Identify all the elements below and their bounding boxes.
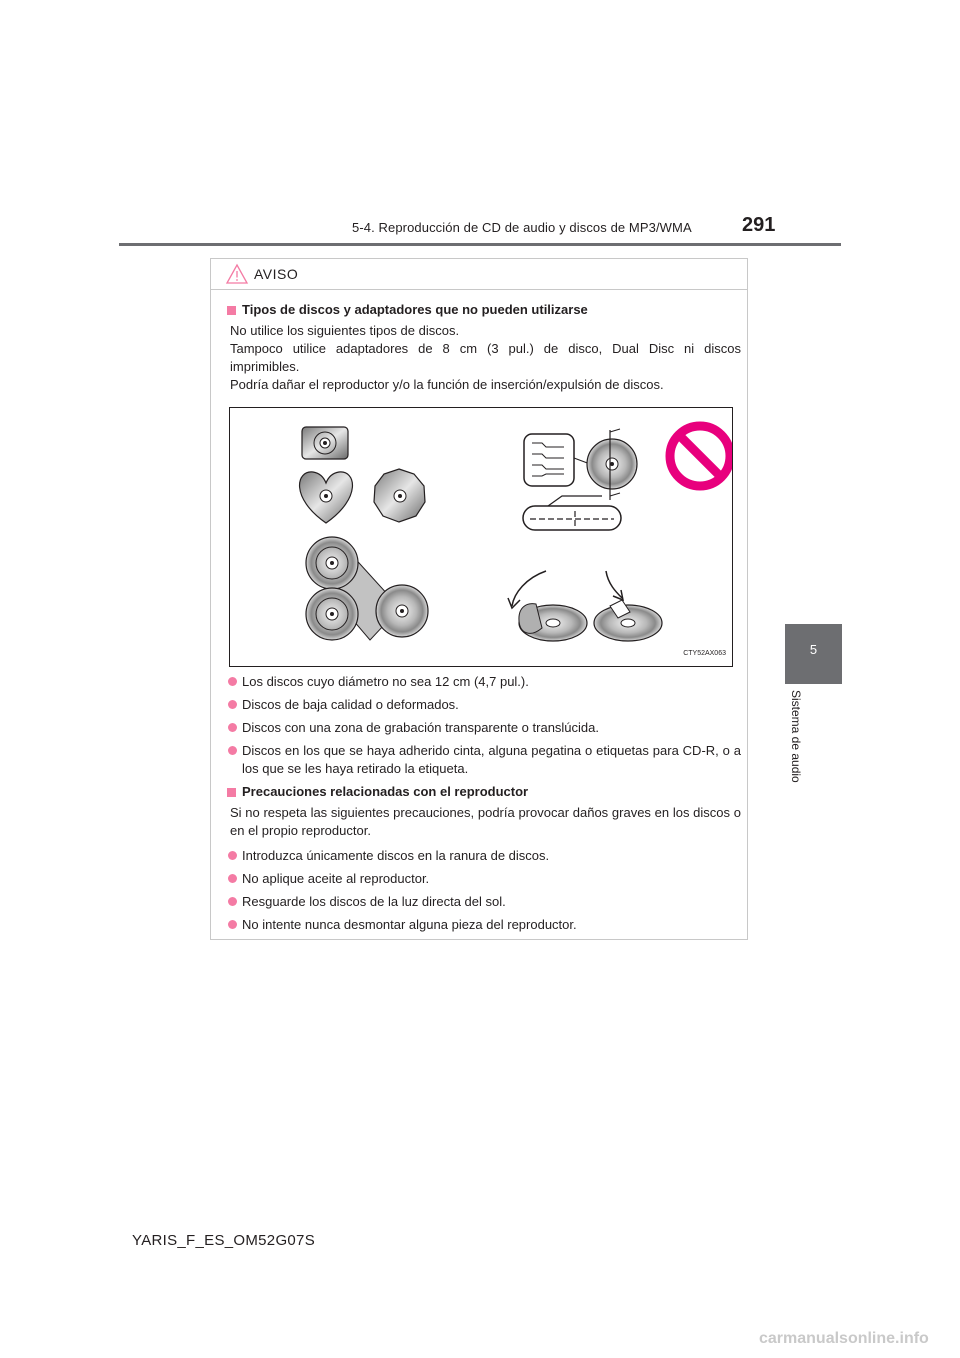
unusable-discs-figure bbox=[229, 407, 733, 667]
bullet-item bbox=[227, 673, 741, 691]
round-bullet-icon bbox=[228, 851, 237, 860]
dual-disc-icon bbox=[523, 429, 637, 530]
paragraph-line: No utilice los siguientes tipos de discos. bbox=[230, 323, 460, 338]
square-bullet-icon bbox=[227, 788, 236, 797]
round-bullet-icon bbox=[228, 677, 237, 686]
section-title-disc-types bbox=[227, 301, 741, 319]
chapter-number: 5 bbox=[809, 642, 818, 657]
taped-disc-icon bbox=[594, 571, 662, 641]
header-rule bbox=[119, 243, 841, 246]
round-bullet-icon bbox=[228, 874, 237, 883]
chapter-tab bbox=[785, 624, 842, 684]
warning-triangle-icon bbox=[225, 263, 249, 285]
round-bullet-icon bbox=[228, 920, 237, 929]
bullet-item bbox=[227, 696, 741, 714]
disc-types-paragraph bbox=[230, 322, 741, 394]
bullet-text: Discos en los que se haya adherido cinta, alguna pegatina o etiquetas para CD-R, o a los que se les haya retirado la etiqueta. bbox=[242, 743, 741, 776]
prohibited-icon bbox=[670, 426, 730, 486]
section-title-text: Tipos de discos y adaptadores que no pueden utilizarse bbox=[242, 302, 588, 317]
paragraph-line: Tampoco utilice adaptadores de 8 cm (3 pul.) de disco, Dual Disc ni discos bbox=[230, 341, 741, 356]
bullet-text: Resguarde los discos de la luz directa del sol. bbox=[242, 894, 506, 909]
bullet-item bbox=[227, 719, 741, 737]
square-disc-icon bbox=[302, 427, 348, 459]
section-title-player bbox=[227, 783, 741, 801]
warning-box bbox=[210, 258, 748, 940]
warning-content bbox=[227, 301, 741, 939]
bullet-text: Los discos cuyo diámetro no sea 12 cm (4,7 pul.). bbox=[242, 674, 529, 689]
bullet-text: Discos con una zona de grabación transparente o translúcida. bbox=[242, 720, 599, 735]
bullet-text: No aplique aceite al reproductor. bbox=[242, 871, 430, 886]
bullet-item bbox=[227, 870, 741, 888]
adapter-disc-icon bbox=[306, 537, 428, 640]
watermark: carmanualsonline.info bbox=[759, 1330, 929, 1347]
figure-code: CTY52AX063 bbox=[683, 650, 726, 657]
round-bullet-icon bbox=[228, 700, 237, 709]
bullet-text: No intente nunca desmontar alguna pieza del reproductor. bbox=[242, 917, 577, 932]
bullet-text: Introduzca únicamente discos en la ranura de discos. bbox=[242, 848, 550, 863]
bullet-item bbox=[227, 916, 741, 934]
bullet-item bbox=[227, 847, 741, 865]
round-bullet-icon bbox=[228, 746, 237, 755]
paragraph-line: imprimibles. bbox=[230, 359, 300, 374]
paragraph-line: Podría dañar el reproductor y/o la función de inserción/expulsión de discos. bbox=[230, 377, 664, 392]
warning-title: AVISO bbox=[254, 266, 299, 282]
bullet-item bbox=[227, 893, 741, 911]
section-header: 5-4. Reproducción de CD de audio y discos de MP3/WMA bbox=[352, 220, 692, 235]
section-title-text: Precauciones relacionadas con el reproductor bbox=[242, 784, 529, 799]
warning-header bbox=[211, 259, 747, 290]
page-number: 291 bbox=[742, 214, 776, 236]
round-bullet-icon bbox=[228, 723, 237, 732]
heart-disc-icon bbox=[300, 472, 353, 523]
disc-illustrations bbox=[230, 408, 732, 666]
document-code: YARIS_F_ES_OM52G07S bbox=[132, 1232, 316, 1249]
bullet-item bbox=[227, 742, 741, 778]
square-bullet-icon bbox=[227, 306, 236, 315]
polygon-disc-icon bbox=[374, 469, 425, 522]
round-bullet-icon bbox=[228, 897, 237, 906]
bullet-text: Discos de baja calidad o deformados. bbox=[242, 697, 459, 712]
chapter-label: Sistema de audio bbox=[789, 690, 803, 783]
peeled-label-disc-icon bbox=[508, 571, 587, 641]
player-paragraph: Si no respeta las siguientes precauciones, podría provocar daños graves en los discos o en el propio reproductor. bbox=[230, 805, 741, 838]
